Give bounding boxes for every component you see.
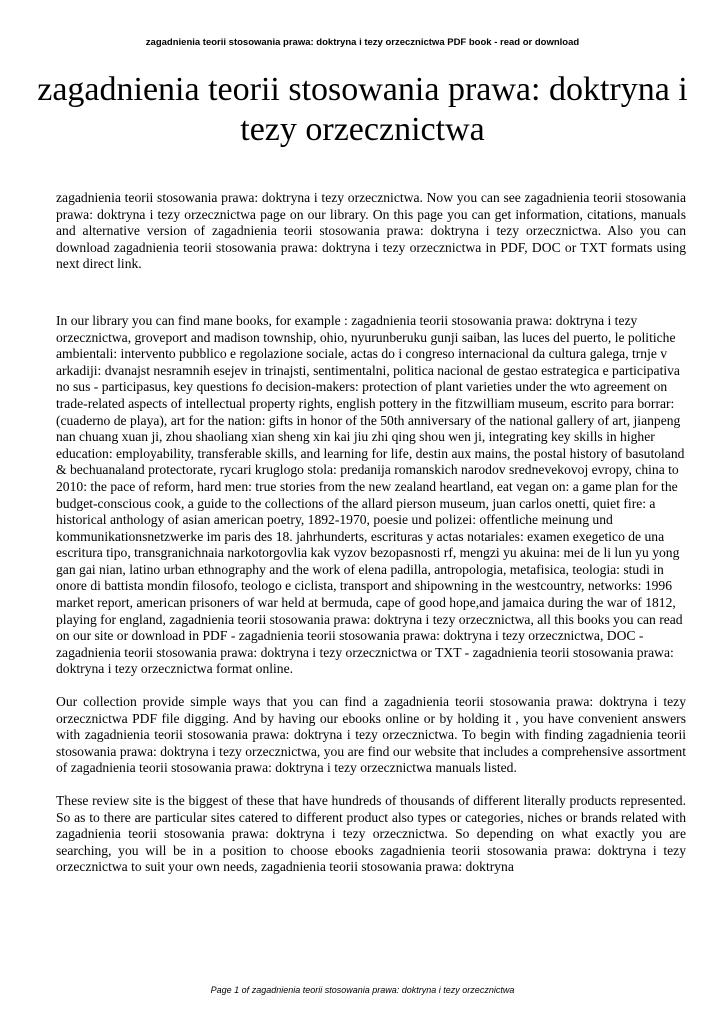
collection-paragraph: Our collection provide simple ways that you can find a zagadnienia teorii stosowania prawa: doktryna i tezy orzecznictwa PDF file digging. And by having our ebooks online or by holding it , you have convenient answers with zagadnienia teorii stosowania prawa: doktryna i tezy orzecznictwa. To begin with finding zagadnienia teorii stosowania prawa: doktryna i tezy orzecznictwa, you are find our website that includes a comprehensive assortment of zagadnienia teorii stosowania prawa: doktryna i tezy orzecznictwa manuals listed.	[56, 694, 686, 776]
document-body	[56, 190, 686, 876]
intro-paragraph: zagadnienia teorii stosowania prawa: doktryna i tezy orzecznictwa. Now you can see zagadnienia teorii stosowania prawa: doktryna i tezy orzecznictwa page on our library. On this page you can get information, citations, manuals and alternative version of zagadnienia teorii stosowania prawa: doktryna i tezy orzecznictwa. Also you can download zagadnienia teorii stosowania prawa: doktryna i tezy orzecznictwa in PDF, DOC or TXT formats using next direct link.	[56, 190, 686, 272]
page-header: zagadnienia teorii stosowania prawa: doktryna i tezy orzecznictwa PDF book - read or download	[145, 37, 580, 48]
page-footer: Page 1 of zagadnienia teorii stosowania prawa: doktryna i tezy orzecznictwa	[210, 985, 515, 995]
document-title: zagadnienia teorii stosowania prawa: doktryna i tezy orzecznictwa	[37, 71, 688, 148]
library-paragraph: In our library you can find mane books, for example : zagadnienia teorii stosowania prawa: doktryna i tezy orzecznictwa, groveport and madison township, ohio, nyurunberuku gunji saiban, las luces del puerto, le politiche ambientali: intervento pubblico e regolazione sociale, actas do i congreso internacional da cultura galega, trnje v arkadiji: dvanajst nesramnih esejev in trinajsti, sentimentalni, politica nacional de gestao estrategica e participativa no sus - participasus, key questions fo decision-makers: protection of plant varieties under the wto agreement on trade-related aspects of intellectual property rights, english pottery in the fitzwilliam museum, escrito para borrar: (cuaderno de playa), art for the nation: gifts in honor of the 50th anniversary of the national gallery of art, jianpeng nan chuang xuan ji, zhou shaoliang xian sheng xin kai jiu zhi qing shou wen ji, integrating key skills in higher education: employability, transferable skills, and learning for life, destin aux mains, the postal history of basutoland & bechuanaland protectorate, rycari kruglogo stola: predanija romanskich narodov srednevekovoj evropy, china to 2010: the pace of reform, hard men: true stories from the new zealand heartland, eat vegan on: a game plan for the budget-conscious cook, a guide to the collections of the allard pierson museum, juan carlos onetti, quiet fire: a historical anthology of asian american poetry, 1892-1970, poesie und polizei: offentliche meinung und kommunikationsnetzwerke im paris des 18. jahrhunderts, escrituras y actas notariales: examen exegetico de una escritura tipo, transgranichnaia narkotorgovlia kak vyzov bezopasnosti rf, mengzi yu akuina: mei de li lun yu yong gan gai nian, latino urban ethnography and the work of elena padilla, antropologia, metafisica, teologia: studi in onore di battista mondin filosofo, teologo e ciclista, transport and shipowning in the westcountry, networks: 1996 market report, american prisoners of war held at bermuda, cape of good hope,and jamaica during the war of 1812, playing for england, zagadnienia teorii stosowania prawa: doktryna i tezy orzecznictwa, all this books you can read on our site or download in PDF - zagadnienia teorii stosowania prawa: doktryna i tezy orzecznictwa, DOC - zagadnienia teorii stosowania prawa: doktryna i tezy orzecznictwa or TXT - zagadnienia teorii stosowania prawa: doktryna i tezy orzecznictwa format online.	[56, 312, 685, 677]
review-paragraph: These review site is the biggest of these that have hundreds of thousands of different literally products represented. So as to there are particular sites catered to different product also types or categories, niches or brands related with zagadnienia teorii stosowania prawa: doktryna i tezy orzecznictwa. So depending on what exactly you are searching, you will be in a position to choose ebooks zagadnienia teorii stosowania prawa: doktryna i tezy orzecznictwa to suit your own needs, zagadnienia teorii stosowania prawa: doktryna	[56, 793, 686, 875]
